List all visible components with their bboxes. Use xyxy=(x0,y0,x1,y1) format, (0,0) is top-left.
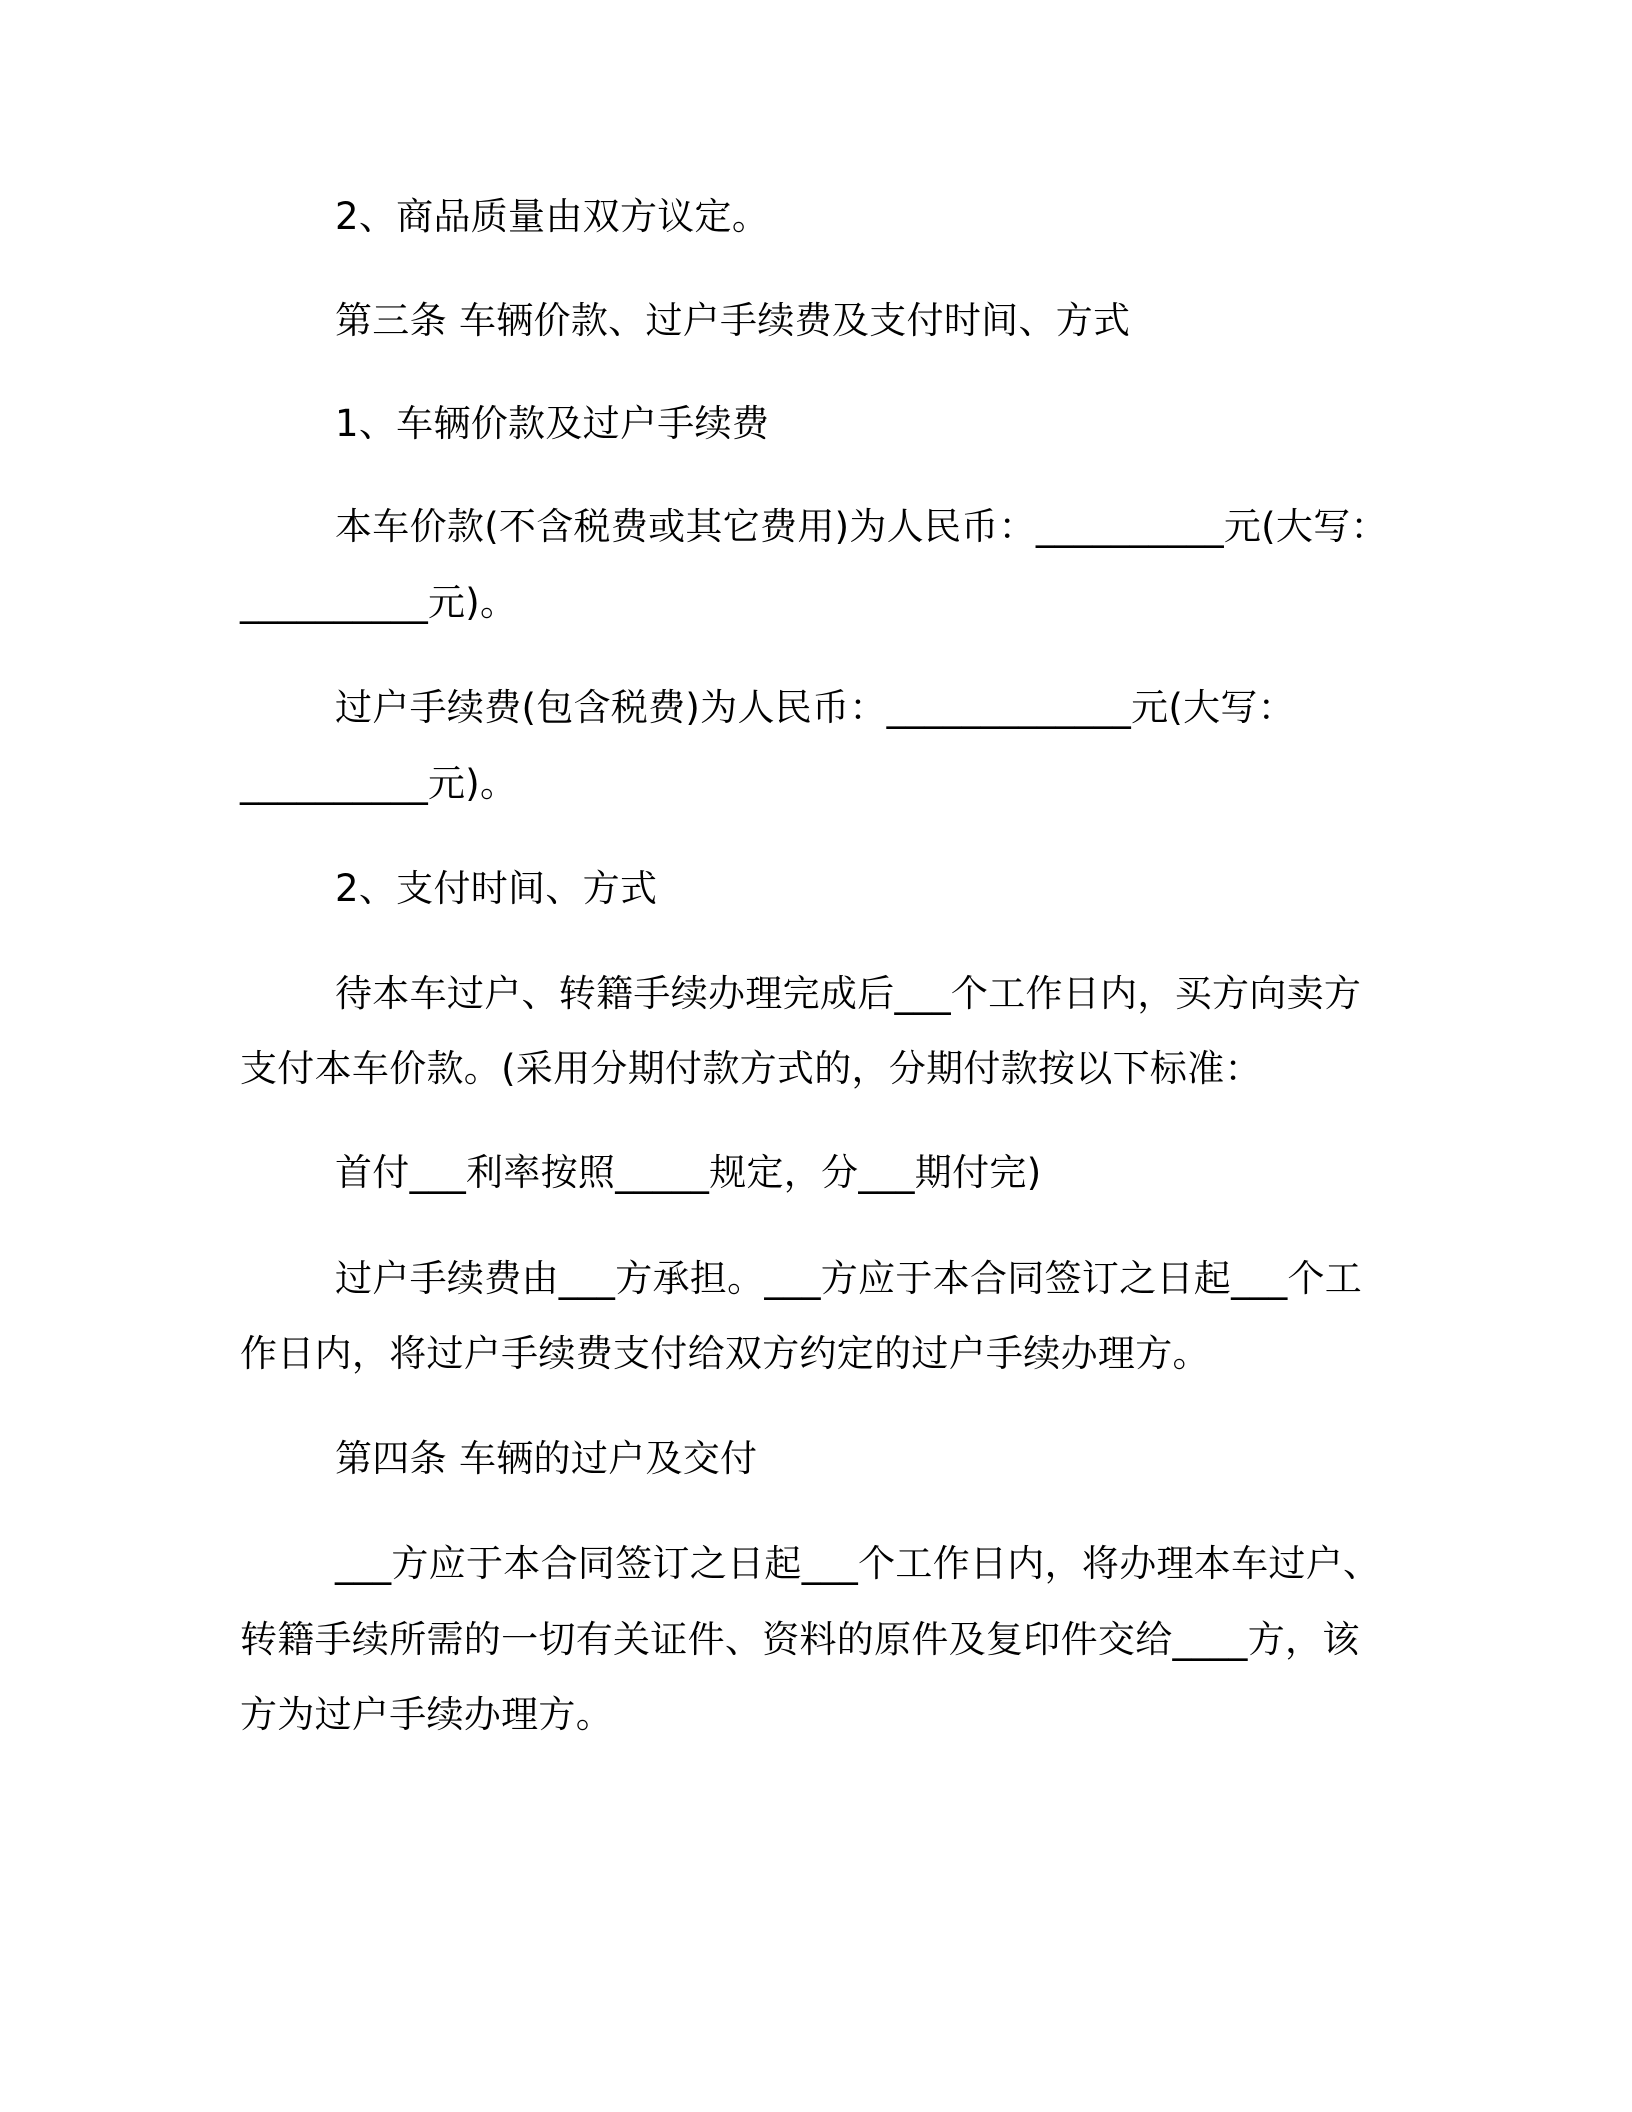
payment-term-line-1: 待本车过户、转籍手续办理完成后___个工作日内，买方向卖方 xyxy=(335,972,1362,1015)
vehicle-price-line: 本车价款(不含税费或其它费用)为人民币：__________元(大写： xyxy=(335,505,1388,548)
article-4-heading: 第四条 车辆的过户及交付 xyxy=(335,1437,758,1480)
transfer-delivery-line-2: 转籍手续所需的一切有关证件、资料的原件及复印件交给____方，该 xyxy=(240,1618,1360,1661)
payment-term-line-2: 支付本车价款。(采用分期付款方式的，分期付款按以下标准： xyxy=(240,1047,1262,1090)
transfer-fee-uppercase-line: __________元)。 xyxy=(240,762,518,805)
clause-price-heading: 1、车辆价款及过户手续费 xyxy=(335,402,770,445)
transfer-fee-line: 过户手续费(包含税费)为人民币：_____________元(大写： xyxy=(335,686,1296,729)
transfer-delivery-line-3: 方为过户手续办理方。 xyxy=(240,1693,613,1736)
clause-payment-heading: 2、支付时间、方式 xyxy=(335,867,658,910)
vehicle-price-uppercase-line: __________元)。 xyxy=(240,581,518,624)
clause-quality: 2、商品质量由双方议定。 xyxy=(335,195,770,238)
transfer-delivery-line-1: ___方应于本合同签订之日起___个工作日内，将办理本车过户、 xyxy=(335,1542,1381,1585)
article-3-heading: 第三条 车辆价款、过户手续费及支付时间、方式 xyxy=(335,299,1131,342)
fee-bearer-line-1: 过户手续费由___方承担。___方应于本合同签订之日起___个工 xyxy=(335,1257,1363,1300)
installment-line: 首付___利率按照_____规定，分___期付完) xyxy=(335,1151,1042,1194)
fee-bearer-line-2: 作日内，将过户手续费支付给双方约定的过户手续办理方。 xyxy=(240,1332,1210,1375)
